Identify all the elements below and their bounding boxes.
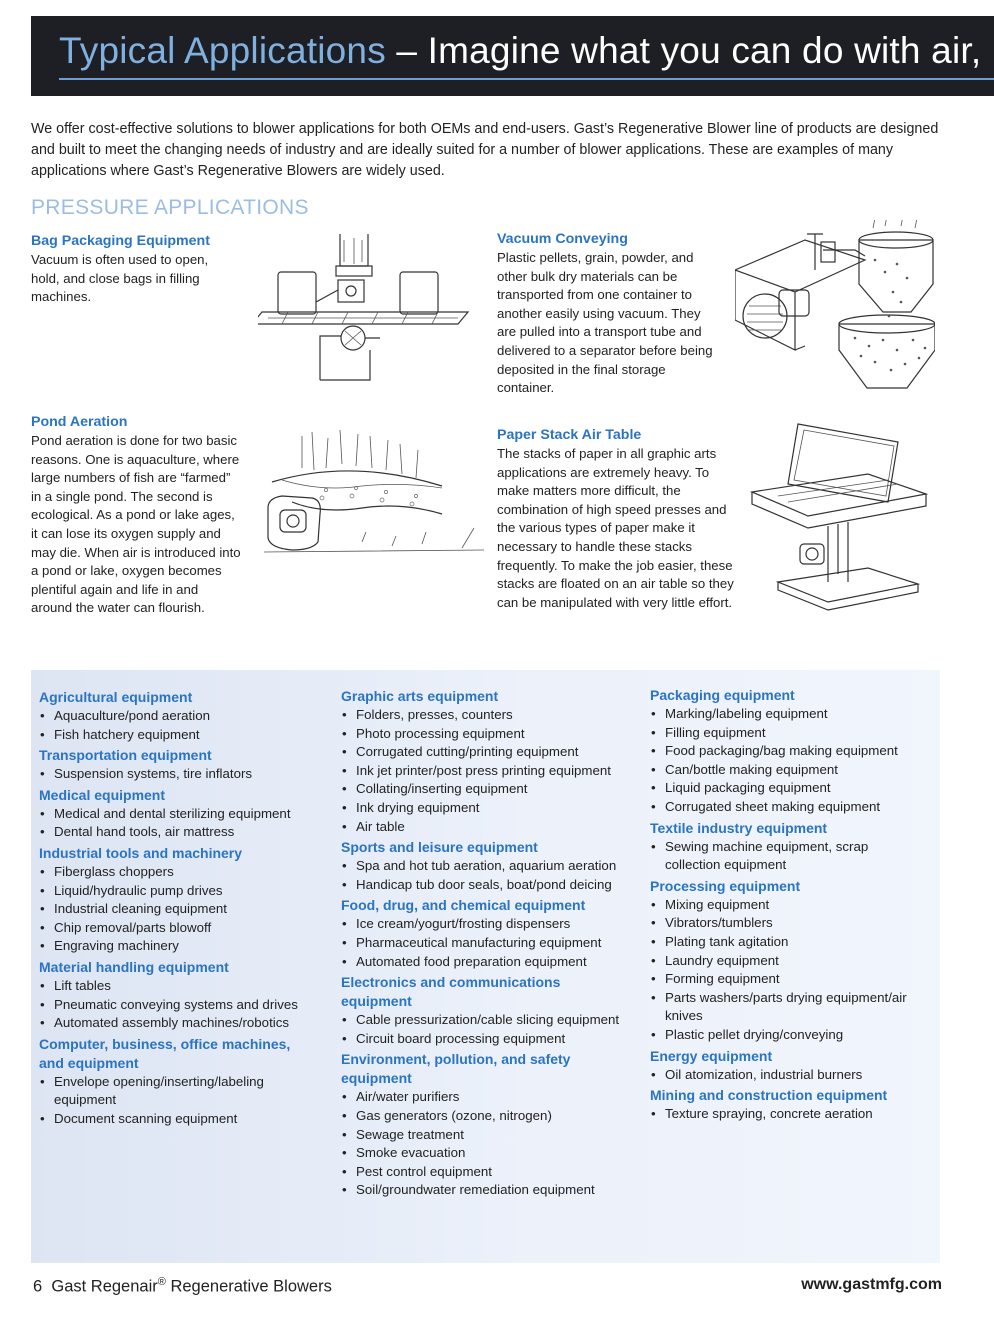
footer-product-prefix: Gast Regenair — [51, 1277, 158, 1296]
category-item: • Vibrators/tumblers — [650, 914, 920, 933]
category-item: • Automated assembly machines/robotics — [39, 1014, 329, 1033]
category-item: • Ink jet printer/post press printing equipment — [341, 762, 641, 781]
category-item: • Corrugated cutting/printing equipment — [341, 743, 641, 762]
category-item: • Corrugated sheet making equipment — [650, 798, 925, 817]
category-item: • Smoke evacuation — [341, 1144, 641, 1163]
category-item: • Forming equipment — [650, 970, 920, 989]
category-item: • Folders, presses, counters — [341, 706, 641, 725]
category-item: • Mixing equipment — [650, 896, 920, 915]
category-item: • Sewing machine equipment, scrap collection equipment — [650, 838, 895, 875]
category-item: • Soil/groundwater remediation equipment — [341, 1181, 641, 1200]
registered-mark: ® — [157, 1276, 166, 1288]
footer-product-suffix: Regenerative Blowers — [165, 1277, 332, 1296]
category-item: • Ice cream/yogurt/frosting dispensers — [341, 915, 641, 934]
category-item: • Handicap tub door seals, boat/pond deicing — [341, 876, 641, 895]
category-item: • Texture spraying, concrete aeration — [650, 1105, 925, 1124]
category-item: • Pneumatic conveying systems and drives — [39, 996, 329, 1015]
category-item: • Can/bottle making equipment — [650, 761, 925, 780]
category-item: • Spa and hot tub aeration, aquarium aeration — [341, 857, 641, 876]
category-food-drug-chemical: Food, drug, and chemical equipment — [341, 897, 586, 914]
category-item: • Industrial cleaning equipment — [39, 900, 329, 919]
category-agricultural: Agricultural equipment — [39, 689, 193, 705]
category-item: • Gas generators (ozone, nitrogen) — [341, 1107, 641, 1126]
category-item: • Collating/inserting equipment — [341, 780, 641, 799]
category-item: • Aquaculture/pond aeration — [39, 707, 329, 726]
category-item: • Dental hand tools, air mattress — [39, 823, 329, 842]
category-item: • Liquid/hydraulic pump drives — [39, 882, 329, 901]
category-graphic-arts: Graphic arts equipment — [341, 688, 499, 704]
category-item: • Engraving machinery — [39, 937, 329, 956]
app-paper-stack-title: Paper Stack Air Table — [497, 427, 642, 443]
category-item: • Pest control equipment — [341, 1163, 641, 1182]
category-item: • Air/water purifiers — [341, 1088, 641, 1107]
category-item: • Cable pressurization/cable slicing equipment — [341, 1011, 641, 1030]
app-bag-packaging — [31, 233, 231, 307]
app-pond-aeration-text: Pond aeration is done for two basic reasons. One is aquaculture, where large numbers of fish are “farmed” in a single pond. The second is ecological. As a pond or lake ages, it can lose its oxygen supply and may die. When air is introduced into a pond or lake, oxygen becomes plentiful again and life in and around the water can flourish. — [31, 433, 241, 616]
category-item: • Liquid packaging equipment — [650, 779, 925, 798]
category-item: • Chip removal/parts blowoff — [39, 919, 329, 938]
vacuum-conveying-illustration — [735, 220, 935, 398]
page-number: 6 — [33, 1277, 43, 1296]
category-item: • Laundry equipment — [650, 952, 920, 971]
category-item: • Sewage treatment — [341, 1126, 641, 1145]
category-processing: Processing equipment — [650, 877, 801, 894]
app-pond-aeration-title: Pond Aeration — [31, 414, 128, 430]
category-item: • Food packaging/bag making equipment — [650, 742, 925, 761]
category-item: • Marking/labeling equipment — [650, 705, 925, 724]
categories-column-1 — [39, 688, 329, 1131]
category-sports-leisure: Sports and leisure equipment — [341, 839, 538, 856]
category-industrial-tools: Industrial tools and machinery — [39, 844, 243, 861]
category-mining-construction: Mining and construction equipment — [650, 1087, 888, 1104]
page-title — [59, 30, 981, 72]
category-item: • Pharmaceutical manufacturing equipment — [341, 934, 641, 953]
app-bag-packaging-title: Bag Packaging Equipment — [31, 233, 210, 249]
footer-website-link[interactable]: www.gastmfg.com — [801, 1276, 942, 1293]
category-material-handling: Material handling equipment — [39, 958, 229, 975]
category-item: • Medical and dental sterilizing equipment — [39, 805, 329, 824]
category-item: • Parts washers/parts drying equipment/air knives — [650, 989, 920, 1026]
category-item: • Photo processing equipment — [341, 725, 641, 744]
app-vacuum-conveying-text: Plastic pellets, grain, powder, and other bulk dry materials can be transported from one container to another easily using vacuum. They are pulled into a transport tube and delivered to a separator before being deposited in the final storage container. — [497, 250, 713, 396]
app-paper-stack-text: The stacks of paper in all graphic arts applications are extremely heavy. To make matters more difficult, the combination of high speed presses and the various types of paper make it necessary to handle these stacks frequently. To make the job easier, these stacks are floated on an air table so they can be manipulated with very little effort. — [497, 446, 734, 610]
pressure-applications-heading: PRESSURE APPLICATIONS — [31, 196, 309, 219]
app-vacuum-conveying — [497, 231, 722, 398]
app-bag-packaging-text: Vacuum is often used to open, hold, and close bags in filling machines. — [31, 252, 209, 305]
category-item: • Plating tank agitation — [650, 933, 920, 952]
category-item: • Oil atomization, industrial burners — [650, 1066, 925, 1085]
category-item: • Filling equipment — [650, 724, 925, 743]
category-electronics: Electronics and communications equipment — [341, 974, 561, 1010]
category-item: • Automated food preparation equipment — [341, 953, 641, 972]
categories-column-3 — [650, 686, 925, 1126]
category-textile: Textile industry equipment — [650, 819, 828, 836]
page-title-strong: Typical Applications — [59, 30, 386, 71]
categories-column-2 — [341, 687, 641, 1202]
app-pond-aeration — [31, 414, 241, 618]
category-item: • Document scanning equipment — [39, 1110, 289, 1129]
app-paper-stack — [497, 427, 737, 612]
category-computer-business: Computer, business, office machines, and equipment — [39, 1035, 291, 1071]
category-item: • Air table — [341, 818, 641, 837]
app-vacuum-conveying-title: Vacuum Conveying — [497, 231, 628, 247]
category-energy: Energy equipment — [650, 1047, 773, 1064]
category-item: • Envelope opening/inserting/labeling equipment — [39, 1073, 289, 1110]
intro-paragraph: We offer cost-effective solutions to blower applications for both OEMs and end-users. Gast’s Regenerative Blower line of products are designed and built to meet the changing needs of industry and are ideally suited for a number of blower applications. These are examples of many applications where Gast’s Regenerative Blowers are widely used. — [31, 121, 939, 179]
category-item: • Circuit board processing equipment — [341, 1030, 641, 1049]
category-item: • Fish hatchery equipment — [39, 726, 329, 745]
bag-packaging-illustration — [258, 232, 472, 382]
header-rule — [59, 78, 994, 80]
category-medical: Medical equipment — [39, 786, 166, 803]
category-transportation: Transportation equipment — [39, 747, 212, 764]
category-packaging: Packaging equipment — [650, 687, 795, 703]
pond-aeration-illustration — [262, 428, 487, 558]
category-item: • Lift tables — [39, 977, 329, 996]
category-item: • Fiberglass choppers — [39, 863, 329, 882]
category-item: • Plastic pellet drying/conveying — [650, 1026, 920, 1045]
category-item: • Ink drying equipment — [341, 799, 641, 818]
header-banner — [31, 16, 994, 96]
category-item: • Suspension systems, tire inflators — [39, 765, 329, 784]
footer-product-line — [33, 1276, 332, 1297]
page-title-rest: – Imagine what you can do with air, — [385, 30, 982, 71]
paper-stack-illustration — [748, 418, 928, 614]
category-environment: Environment, pollution, and safety equipment — [341, 1051, 571, 1087]
